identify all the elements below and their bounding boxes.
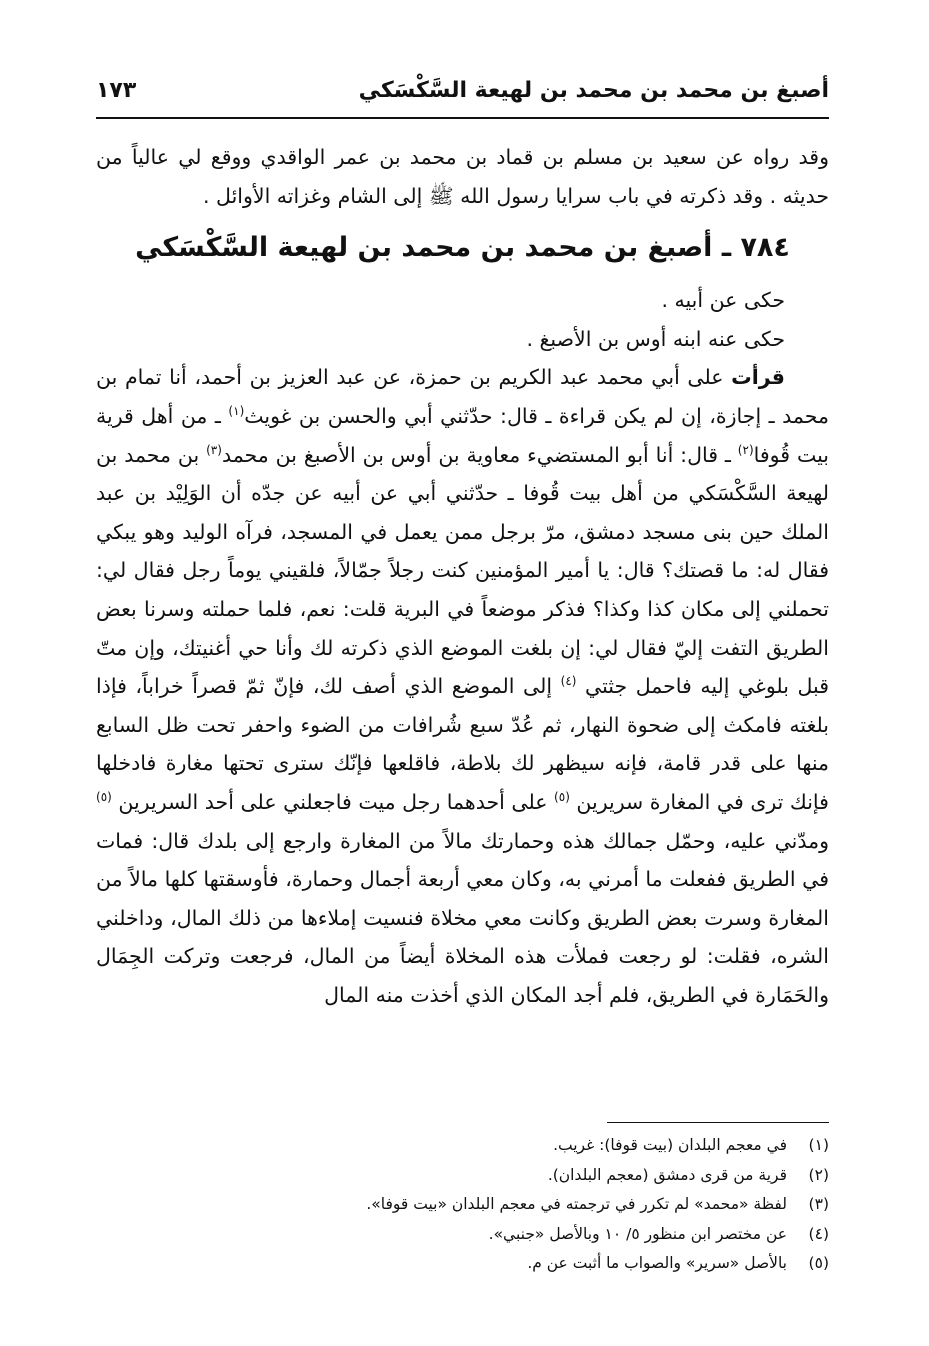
footnote-number: (٢) bbox=[808, 1165, 829, 1184]
footnote-ref-4[interactable]: (٤) bbox=[560, 674, 577, 689]
entry-title: ٧٨٤ ـ أصبغ بن محمد بن محمد بن لهيعة السَّكْسَكي bbox=[135, 232, 790, 264]
footnotes-list bbox=[200, 1131, 829, 1279]
narration-text-2: ـ من أهل قرية بيت قُوفا bbox=[96, 403, 829, 467]
narration-text-4: بن محمد بن لهيعة السَّكْسَكي من أهل بيت قُوفا ـ حدّثني أبي عن أبيه عن جدّه أن الوَلِيْد بن عبد الملك حين بنى مسجد دمشق، مرّ برجل ممن يعمل في المسجد، فرآه الوليد وهو يبكي فقال له: ما قصتك؟ قال: يا أمير المؤمنين كنت رجلاً جمّالاً، فلقيني يوماً رجل فقال لي: تحملني إلى مكان كذا وكذا؟ فذكر موضعاً في البرية قلت: نعم، فلما حملته وسرنا بعض الطريق التفت إليّ فقال لي: إن بلغت الموضع الذي ذكرته لك وأنا حي أغنيتك، وإن متّ قبل بلوغي إليه فاحمل جثتي bbox=[96, 442, 829, 699]
footnote-text: قرية من قرى دمشق (معجم البلدان). bbox=[547, 1165, 787, 1184]
running-title: أصبغ بن محمد بن محمد بن لهيعة السَّكْسَكي bbox=[358, 78, 829, 103]
main-text bbox=[96, 138, 829, 1014]
footnote-item bbox=[200, 1249, 829, 1279]
footnote-number: (٥) bbox=[808, 1254, 829, 1272]
page-number: ١٧٣ bbox=[96, 78, 137, 103]
footnote-text: عن مختصر ابن منظور ٥/ ١٠ وبالأصل «جنبي». bbox=[488, 1224, 787, 1243]
footnote-number: (٣) bbox=[808, 1195, 829, 1213]
footnote-item bbox=[200, 1220, 829, 1250]
narration-text-3: ـ قال: أنا أبو المستضيء معاوية بن أوس بن الأصبغ بن محمد bbox=[221, 442, 731, 467]
narration-paragraph bbox=[96, 358, 829, 1014]
footnote-ref-5a[interactable]: (٥) bbox=[554, 790, 570, 805]
narrated-from: حكى عن أبيه . bbox=[661, 288, 785, 313]
footnote-ref-2[interactable]: (٢) bbox=[737, 442, 754, 457]
footnote-number: (١) bbox=[808, 1136, 829, 1154]
footnote-text: بالأصل «سرير» والصواب ما أثبت عن م. bbox=[527, 1254, 787, 1272]
footnote-number: (٤) bbox=[808, 1224, 829, 1243]
opening-paragraph: وقد رواه عن سعيد بن مسلم بن قماد بن محمد بن عمر الواقدي ووقع لي عالياً من حديثه . وقد ذكرته في باب سرايا رسول الله ﷺ إلى الشام وغزاته الأوائل . bbox=[96, 145, 829, 208]
narration-text-5: إلى الموضع الذي أصف لك، فإنّ ثمّ قصراً خراباً، فإذا بلغته فامكث إلى ضحوة النهار، ثم عُدّ سبع شُرافات من الضوء واحفر تحت ظل السابع منها على قدر قامة، فإنه سيظهر لك بلاطة، فاقلعها فإنّك سترى تحتها مغارة فادخلها فإنك ترى في المغارة سريرين bbox=[96, 674, 829, 814]
footnote-separator bbox=[607, 1122, 829, 1123]
page-header bbox=[96, 70, 829, 110]
footnote-item bbox=[200, 1161, 829, 1191]
narrated-by: حكى عنه ابنه أوس بن الأصبغ . bbox=[526, 326, 785, 351]
header-rule bbox=[96, 117, 829, 119]
narration-text-6: على أحدهما رجل ميت فاجعلني على أحد السريرين bbox=[118, 789, 548, 814]
footnote-item bbox=[200, 1190, 829, 1220]
narration-text-7: ومدّني عليه، وحمّل جمالك هذه وحمارتك مالاً من المغارة وارجع إلى بلدك قال: فمات في الطريق ففعلت ما أمرني به، وكان معي أربعة أجمال وحمارة، فأوسقتها كلها مالاً من المغارة وسرت بعض الطريق وكانت معي مخلاة فنسيت إملاءها من ذلك المال، وداخلني الشره، فقلت: لو رجعت فملأت هذه المخلاة أيضاً من المال، فرجعت وتركت الجِمَال والحَمَارة في الطريق، فلم أجد المكان الذي أخذت منه المال bbox=[96, 828, 829, 1007]
narration-lead-word: قرأت bbox=[731, 365, 785, 390]
footnote-text: لفظة «محمد» لم تكرر في ترجمته في معجم البلدان «بيت قوفا». bbox=[366, 1195, 787, 1213]
footnote-ref-3[interactable]: (٣) bbox=[206, 442, 222, 457]
footnote-ref-5b[interactable]: (٥) bbox=[96, 790, 112, 805]
footnote-item bbox=[200, 1131, 829, 1161]
narration-text-1: على أبي محمد عبد الكريم بن حمزة، عن عبد العزيز بن أحمد، أنا تمام بن محمد ـ إجازة، إن لم يكن قراءة ـ قال: حدّثني أبي والحسن بن غويث bbox=[96, 365, 829, 428]
footnote-ref-1[interactable]: (١) bbox=[228, 404, 245, 419]
footnote-text: في معجم البلدان (بيت قوفا): غريب. bbox=[553, 1136, 787, 1154]
